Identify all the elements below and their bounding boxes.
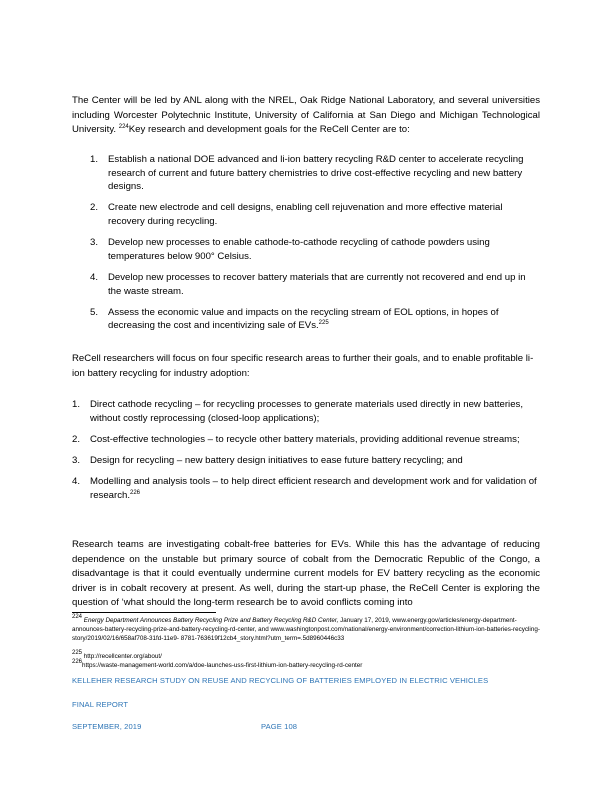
- footnote-title: Energy Department Announces Battery Recycling Prize and Battery Recycling R&D Center,: [83, 617, 339, 624]
- footnote-link[interactable]: January 17, 2019, www.energy.gov/articles/energy-department-announces-battery-recycling-prize-and-battery-recycling-rd-center, and www.washingtonpost.com/national/energy-environment/correction-lithium-ion-batteries-recycling-story/2019/02/16/658af708-31fd-11e9- 8781-763619f12cb4_story.html?utm_term=.5d8960446c33: [72, 617, 540, 642]
- areas-intro-paragraph: ReCell researchers will focus on four specific research areas to further their goals, and to enable profitable li-ion battery recycling for industry adoption:: [72, 353, 534, 379]
- list-item: 4. Modelling and analysis tools – to help direct efficient research and development work and for validation of research.$^{226}$: [72, 476, 537, 501]
- list-item: 2. Create new electrode and cell designs, enabling cell rejuvenation and more effective material recovery during recycling.: [90, 202, 503, 227]
- footnote-ref-226[interactable]: 226: [130, 489, 141, 496]
- footnote-link[interactable]: https://waste-management-world.com/a/doe-launches-uss-first-lithium-ion-battery-recycling-rd-center: [82, 662, 363, 669]
- list-item: 3. Design for recycling – new battery design initiatives to ease future battery recycling; and: [72, 454, 463, 466]
- footer-report-label: FINAL REPORT: [72, 700, 129, 709]
- list-item: 1. Direct cathode recycling – for recycling processes to generate materials used directly in new batteries, without costly reprocessing (closed-loop applications);: [72, 399, 523, 424]
- footnote-ref-224[interactable]: 224: [118, 124, 129, 131]
- intro-text-after: Key research and development goals for the ReCell Center are to:: [128, 124, 410, 136]
- list-item: 5. Assess the economic value and impacts on the recycling stream of EOL options, in hopes of decreasing the cost and incentivizing sale of EVs.$^{225}$: [90, 306, 499, 332]
- list-item: 4. Develop new processes to recover battery materials that are currently not recovered and end up in the waste stream.: [90, 271, 526, 297]
- list-item: 2. Cost-effective technologies – to recycle other battery materials, providing additional revenue streams;: [72, 433, 520, 445]
- list-item: 1. Establish a national DOE advanced and li-ion battery recycling R&D center to accelerate recycling research of current and future battery chemistries to drive cost-effective recycling and new battery designs.: [90, 154, 524, 193]
- footnote-divider: [72, 612, 216, 613]
- closing-paragraph: Research teams are investigating cobalt-free batteries for EVs. While this has the advantage of reducing dependence on the unstable but primary source of cobalt from the Democratic Republic of the Congo, a disadvantage is that it could eventually undermine current models for EV battery recycling as the economic driver is in cobalt recovery at present. As well, during the start-up phase, the ReCell Center is exploring the question of ‘what should the long-term research be to avoid conflicts coming into: [72, 539, 540, 609]
- footer-study-title: KELLEHER RESEARCH STUDY ON REUSE AND RECYCLING OF BATTERIES EMPLOYED IN ELECTRIC VEHICLES: [72, 676, 489, 685]
- footer-page-number: PAGE 108: [261, 722, 298, 731]
- footer-date: SEPTEMBER, 2019: [72, 722, 142, 731]
- footnote-ref-225[interactable]: 225: [318, 320, 329, 327]
- intro-paragraph: [72, 94, 540, 138]
- footnote-224: $^{224}$ Energy Department Announces Battery Recycling Prize and Battery Recycling R&D Center, January 17, 2019, www.energy.gov/articles/energy-department-announces-battery-recycling-prize-and-battery-recycling-rd-center, and www.washingtonpost.com/national/energy-environment/correction-lithium-ion-batteries-recycling-story/2019/02/16/658af708-31fd-11e9- 8781-763619f12cb4_story.html?utm_term=.5d8960446c33: [72, 614, 540, 642]
- research-areas-list: [72, 398, 540, 510]
- footnote-225: $^{225}$ http://recellcenter.org/about/: [72, 650, 162, 660]
- footnote-226: $^{226}$https://waste-management-world.com/a/doe-launches-uss-first-lithium-ion-battery-recycling-rd-center: [72, 659, 363, 669]
- footnote-link[interactable]: http://recellcenter.org/about/: [83, 653, 162, 660]
- list-item: 3. Develop new processes to enable cathode-to-cathode recycling of cathode powders using temperatures below 900° Celsius.: [90, 237, 490, 262]
- goals-list: [90, 153, 540, 341]
- intro-text: The Center will be led by ANL along with the NREL, Oak Ridge National Laboratory, and several universities including Worcester Polytechnic Institute, University of California at San Diego and Michigan Technological University.: [72, 95, 540, 136]
